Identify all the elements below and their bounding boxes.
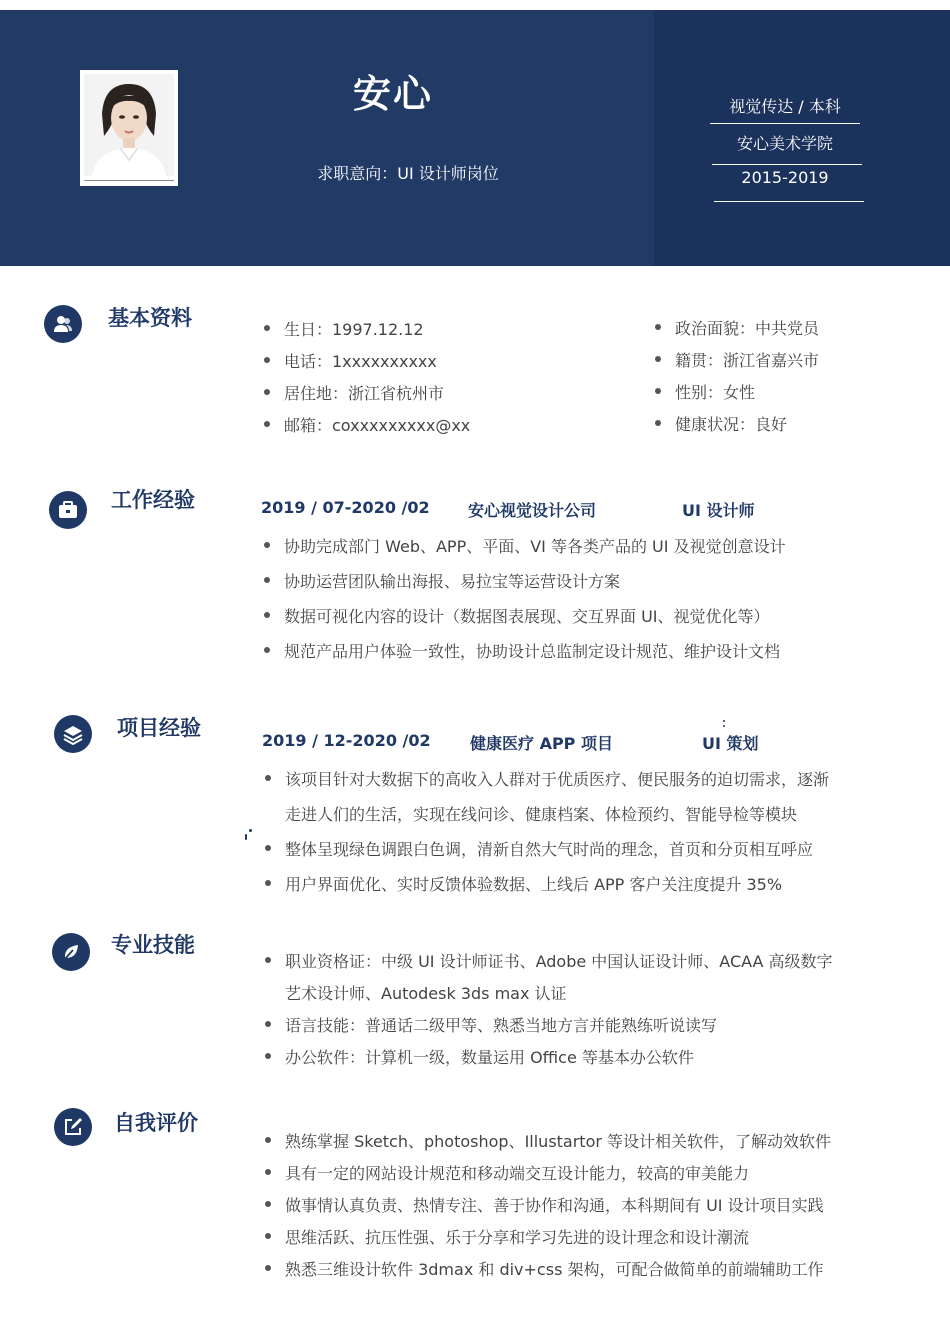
list-item: 性别：女性 [675,380,755,403]
leaf-icon [52,933,90,971]
section-title-self: 自我评价 [114,1111,198,1135]
briefcase-icon [49,491,87,529]
work-company: 安心视觉设计公司 [468,501,597,520]
list-item-continuation: 艺术设计师、Autodesk 3ds max 认证 [285,984,567,1003]
stray-mark [723,725,725,727]
list-item: 健康状况：良好 [675,412,787,435]
list-item: 邮箱：coxxxxxxxxx@xx [284,413,470,436]
list-item: 办公软件：计算机一级，数量运用 Office 等基本办公软件 [285,1045,694,1068]
list-item: 数据可视化内容的设计（数据图表展现、交互界面 UI、视觉优化等） [284,604,770,627]
divider [710,123,860,124]
profile-photo [80,70,178,186]
divider [714,201,864,202]
stray-mark [723,720,725,722]
job-intention: 求职意向：UI 设计师岗位 [317,164,499,183]
stray-mark [245,834,247,840]
list-item: 规范产品用户体验一致性，协助设计总监制定设计规范、维护设计文档 [284,639,780,662]
list-item: 居住地：浙江省杭州市 [284,381,444,404]
education-period: 2015-2019 [741,168,829,187]
work-period: 2019 / 07-2020 /02 [261,498,430,517]
layers-icon [54,715,92,753]
section-title-skills: 专业技能 [111,933,195,957]
project-period: 2019 / 12-2020 /02 [262,731,431,750]
edit-icon [54,1108,92,1146]
list-item: 生日：1997.12.12 [284,317,424,340]
list-item: 协助运营团队输出海报、易拉宝等运营设计方案 [284,569,620,592]
list-item: 思维活跃、抗压性强、乐于分享和学习先进的设计理念和设计潮流 [285,1225,749,1248]
list-item: 电话：1xxxxxxxxxx [284,349,437,372]
list-item: 具有一定的网站设计规范和移动端交互设计能力，较高的审美能力 [285,1161,749,1184]
list-item: 协助完成部门 Web、APP、平面、VI 等各类产品的 UI 及视觉创意设计 [284,534,786,557]
work-role: UI 设计师 [682,501,755,520]
list-item: 该项目针对大数据下的高收入人群对于优质医疗、便民服务的迫切需求，逐渐 [285,767,829,790]
section-title-project: 项目经验 [117,716,201,740]
stray-mark [249,829,252,832]
list-item: 整体呈现绿色调跟白色调，清新自然大气时尚的理念，首页和分页相互呼应 [285,837,813,860]
section-title-basic: 基本资料 [108,306,192,330]
list-item: 熟练掌握 Sketch、photoshop、Illustartor 等设计相关软件，了解动效软件 [285,1129,831,1152]
divider [712,164,862,165]
list-item: 语言技能：普通话二级甲等、熟悉当地方言并能熟练听说读写 [285,1013,717,1036]
photo-underline [84,180,174,181]
education-school: 安心美术学院 [736,134,833,153]
education-major: 视觉传达 / 本科 [729,97,841,116]
user-group-icon [44,305,82,343]
portrait-illustration [84,74,174,176]
section-title-work: 工作经验 [111,488,195,512]
project-role: UI 策划 [702,734,759,753]
list-item-continuation: 走进人们的生活，实现在线问诊、健康档案、体检预约、智能导检等模块 [285,805,798,824]
list-item: 职业资格证：中级 UI 设计师证书、Adobe 中国认证设计师、ACAA 高级数字 [285,949,833,972]
list-item: 熟悉三维设计软件 3dmax 和 div+css 架构，可配合做简单的前端辅助工作 [285,1257,824,1280]
list-item: 用户界面优化、实时反馈体验数据、上线后 APP 客户关注度提升 35% [285,872,782,895]
list-item: 做事情认真负责、热情专注、善于协作和沟通，本科期间有 UI 设计项目实践 [285,1193,824,1216]
avatar [84,74,174,176]
project-name: 健康医疗 APP 项目 [470,734,613,753]
candidate-name: 安心 [352,72,433,116]
list-item: 籍贯：浙江省嘉兴市 [675,348,819,371]
list-item: 政治面貌：中共党员 [675,316,819,339]
